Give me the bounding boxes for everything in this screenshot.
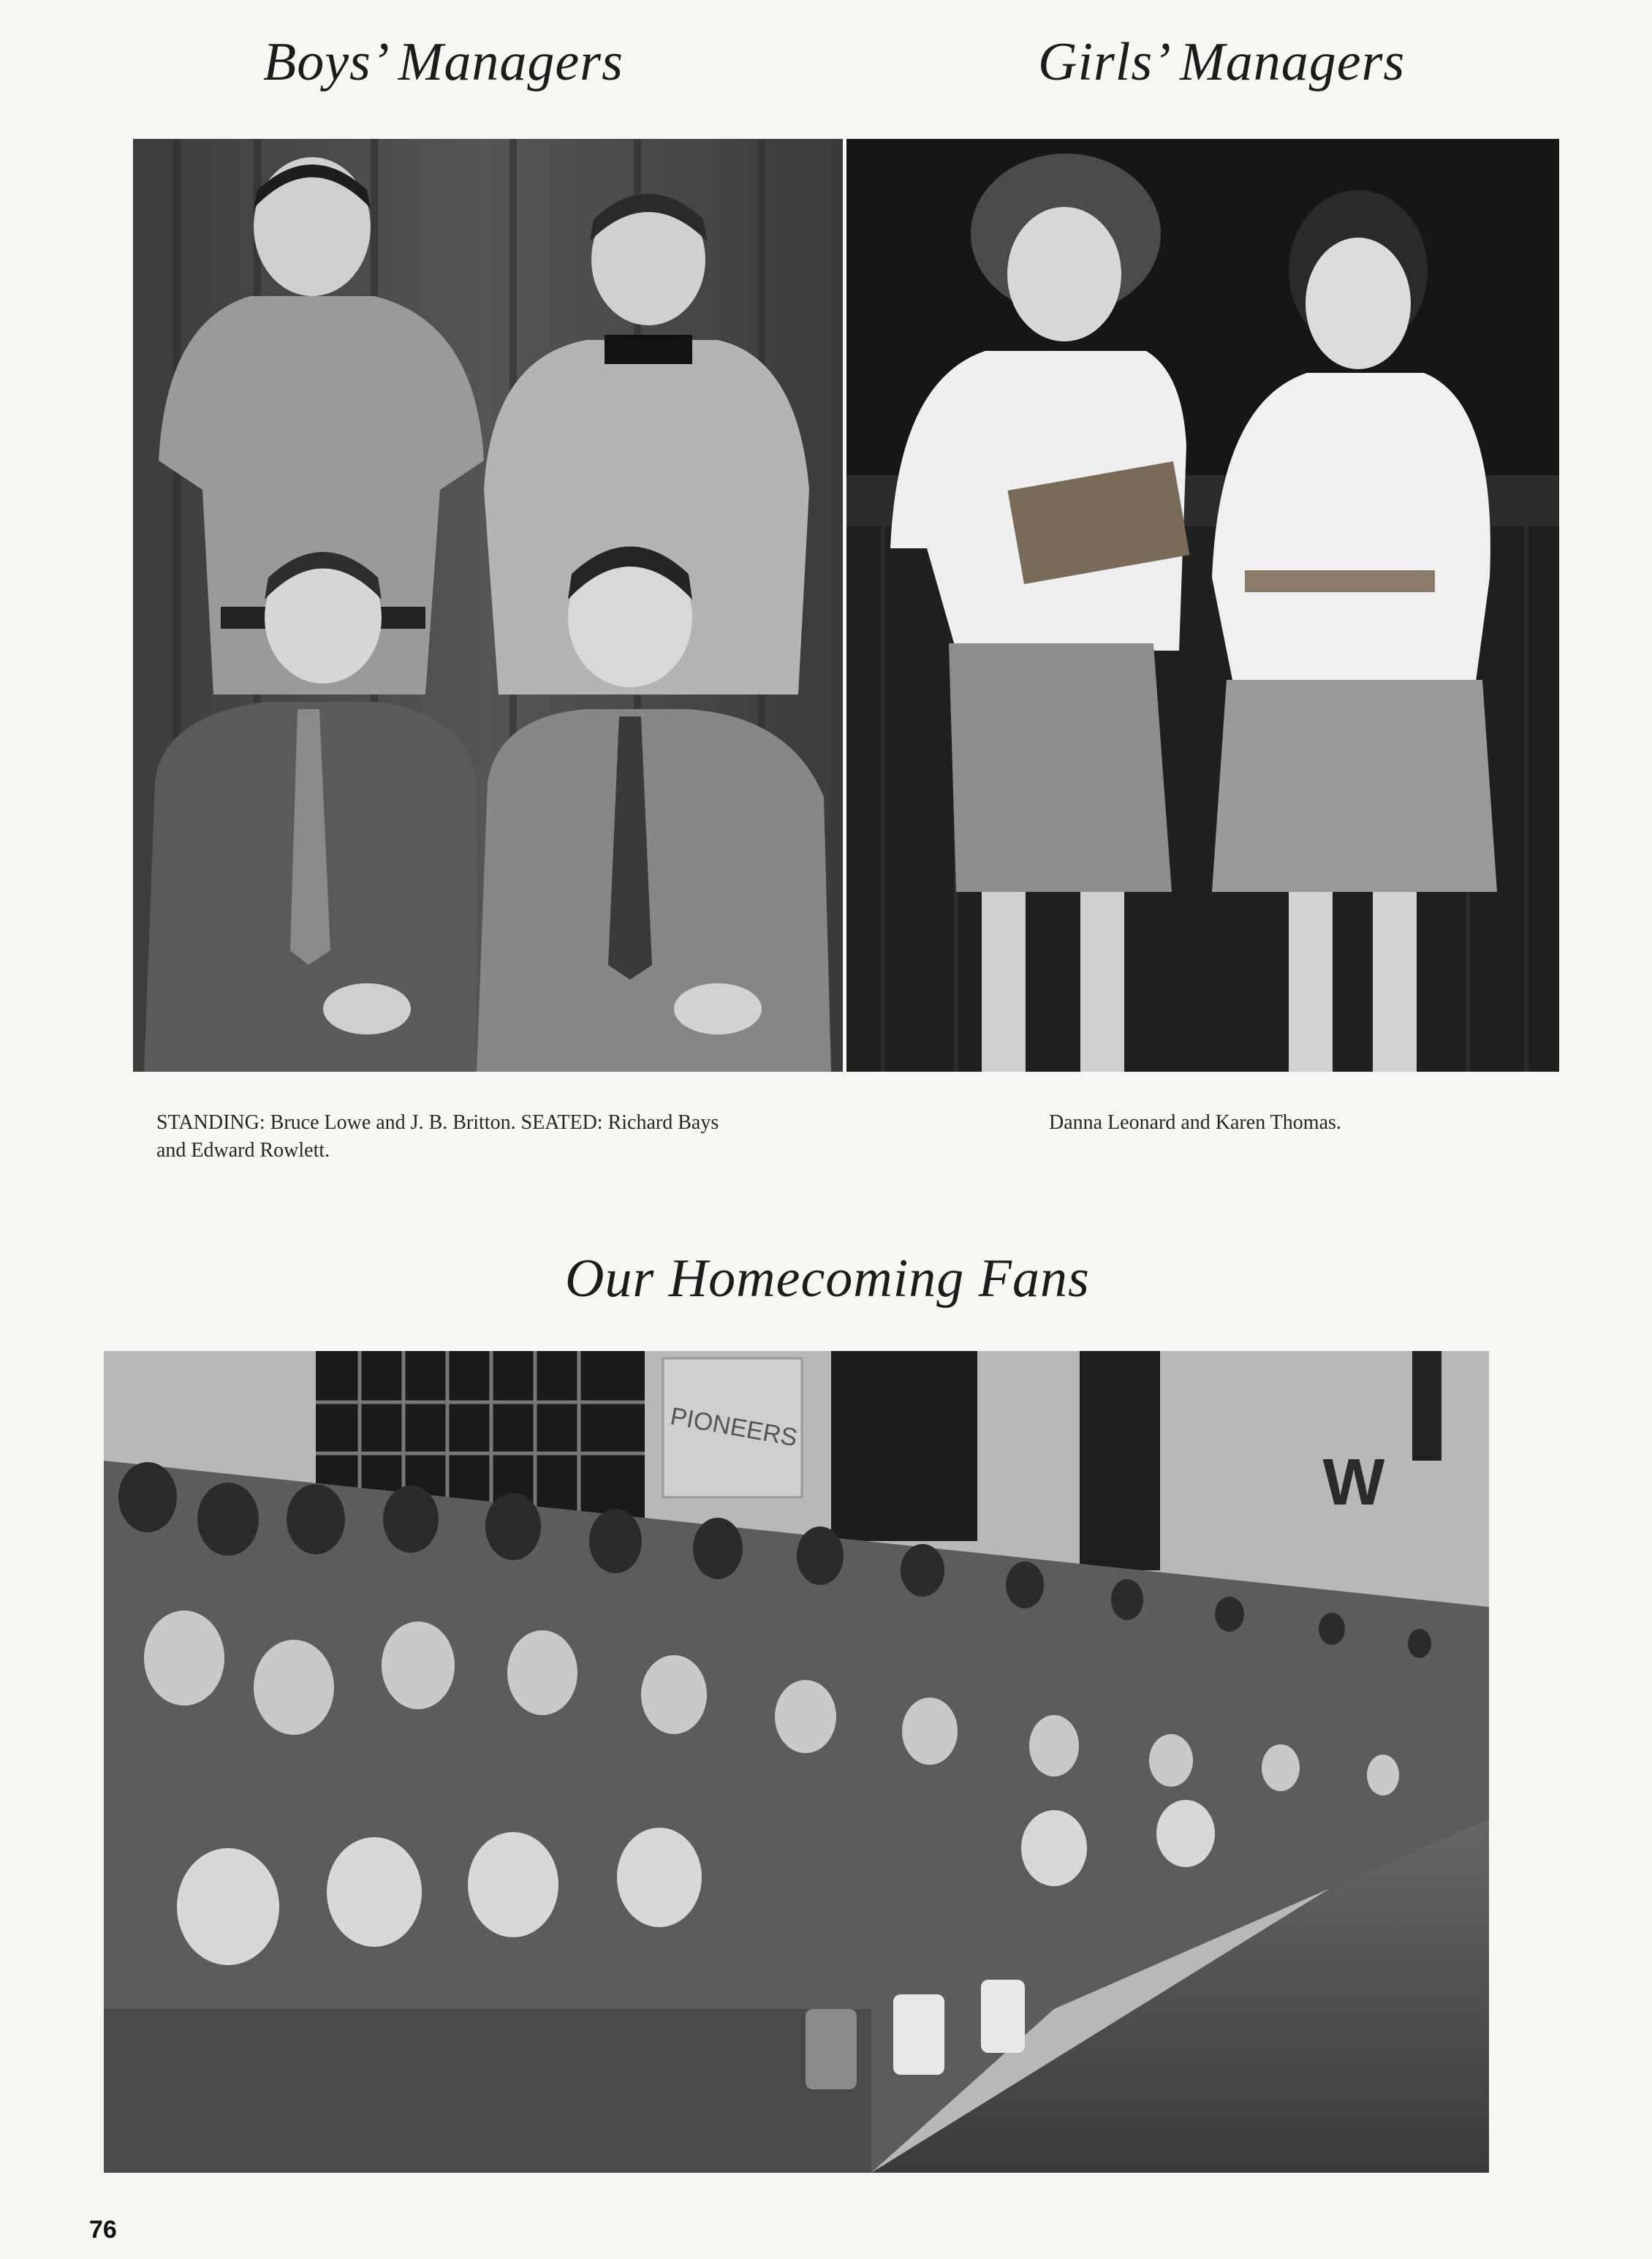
page-number: 76 [89,2216,117,2244]
pioneers-banner-text: PIONEERS [668,1402,800,1453]
homecoming-fans-photo [104,1351,1489,2173]
boys-caption-line-1: STANDING: Bruce Lowe and J. B. Britton. SEATED: Richard Bays [156,1111,719,1134]
boys-managers-caption [156,1109,844,1165]
girls-managers-heading: Girls’ Managers [1038,32,1406,92]
boys-managers-photo [133,139,843,1072]
girls-managers-photo [846,139,1559,1072]
boys-managers-heading: Boys’ Managers [263,32,624,92]
girls-managers-caption: Danna Leonard and Karen Thomas. [1049,1111,1341,1134]
boys-caption-line-2: and Edward Rowlett. [156,1139,330,1162]
w-wall-letter: W [1322,1446,1385,1519]
homecoming-fans-heading: Our Homecoming Fans [565,1249,1090,1309]
